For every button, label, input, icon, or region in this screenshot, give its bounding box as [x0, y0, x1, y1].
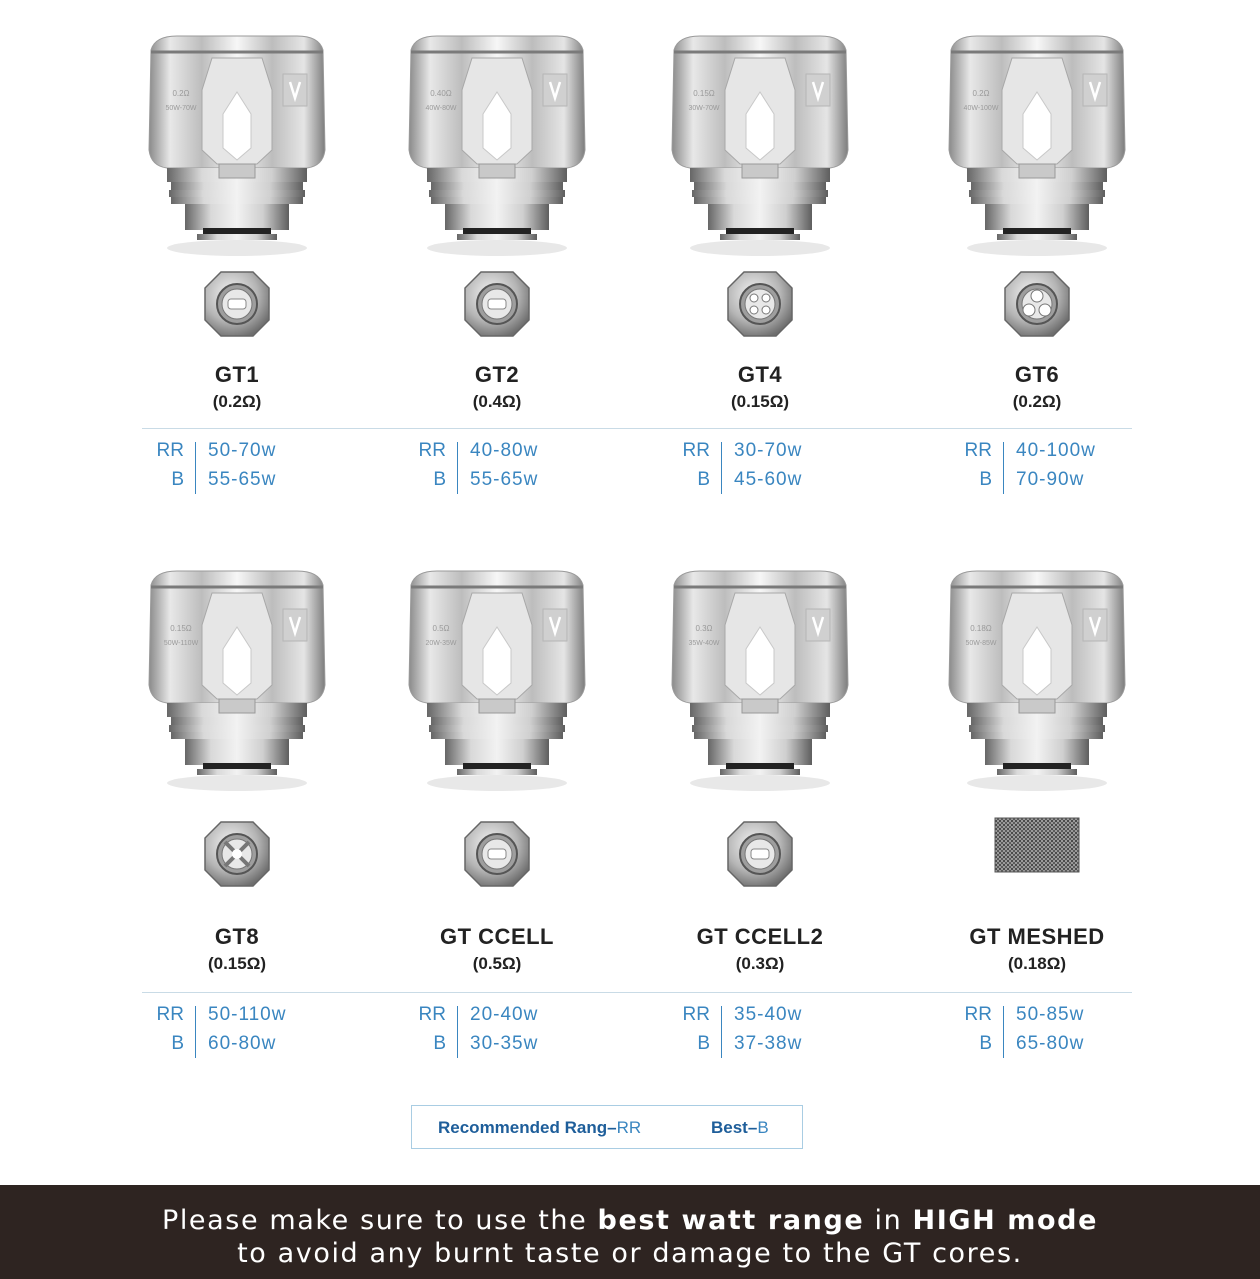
rr-value: 40-80w [470, 440, 539, 461]
b-value: 37-38w [734, 1033, 803, 1054]
coil-watt-range [150, 440, 350, 500]
range-separator [1003, 1006, 1004, 1058]
coil-image [907, 30, 1167, 260]
rr-label: RR [964, 1004, 992, 1025]
coil-resistance: (0.5Ω) [472, 954, 522, 973]
coil-etched-ohm: 0.3Ω [695, 624, 713, 633]
legend-recommended [438, 1118, 641, 1138]
coil-image [107, 30, 367, 260]
rr-value: 40-100w [1016, 440, 1096, 461]
rr-label: RR [964, 440, 992, 461]
coil-resistance: (0.2Ω) [1012, 392, 1062, 411]
coil-top-view [367, 812, 627, 902]
b-label: B [697, 469, 710, 490]
b-value: 55-65w [470, 469, 539, 490]
legend-best [711, 1118, 769, 1138]
coil-name: GT CCELL2 [696, 924, 824, 949]
b-value: 60-80w [208, 1033, 277, 1054]
coil-watt-range [676, 440, 876, 500]
rr-label: RR [156, 1004, 184, 1025]
coil-etched-ohm: 0.2Ω [172, 89, 190, 98]
rr-value: 35-40w [734, 1004, 803, 1025]
rr-label: RR [418, 440, 446, 461]
coil-resistance: (0.15Ω) [207, 954, 267, 973]
b-label: B [979, 469, 992, 490]
coil-top-view [907, 812, 1167, 902]
coil-watt-range [150, 1004, 350, 1064]
coil-resistance: (0.15Ω) [730, 392, 790, 411]
row-1-divider [142, 428, 1132, 429]
b-label: B [697, 1033, 710, 1054]
rr-label: RR [682, 440, 710, 461]
footer-text: Please make sure to use the [161, 1205, 598, 1236]
coil-name: GT MESHED [969, 924, 1105, 949]
coil-watt-range [958, 440, 1158, 500]
range-separator [195, 1006, 196, 1058]
coil-etched-watt: 50W-85W [965, 640, 997, 647]
coil-resistance: (0.18Ω) [1007, 954, 1067, 973]
coil-watt-range [412, 1004, 612, 1064]
range-separator [457, 442, 458, 494]
coil-watt-range [412, 440, 612, 500]
coil-top-view [907, 262, 1167, 352]
b-label: B [433, 469, 446, 490]
rr-value: 50-85w [1016, 1004, 1085, 1025]
b-label: B [171, 1033, 184, 1054]
b-label: B [171, 469, 184, 490]
coil-etched-watt: 30W-70W [688, 105, 720, 112]
footer-emphasis: HIGH mode [912, 1205, 1099, 1236]
coil-resistance: (0.2Ω) [212, 392, 262, 411]
coil-etched-watt: 50W-70W [165, 105, 197, 112]
range-separator [721, 442, 722, 494]
coil-image [630, 565, 890, 795]
coil-etched-watt: 50W-110W [163, 640, 199, 647]
rr-label: RR [682, 1004, 710, 1025]
rr-value: 30-70w [734, 440, 803, 461]
b-value: 65-80w [1016, 1033, 1085, 1054]
range-separator [195, 442, 196, 494]
coil-name: GT2 [474, 362, 520, 387]
coil-image [630, 30, 890, 260]
legend-recommended-abbr: RR [616, 1118, 642, 1137]
coil-etched-watt: 40W-80W [425, 105, 457, 112]
coil-etched-watt: 40W-100W [963, 105, 999, 112]
legend-dash: – [747, 1118, 758, 1137]
coil-etched-watt: 35W-40W [688, 640, 720, 647]
b-value: 45-60w [734, 469, 803, 490]
range-separator [1003, 442, 1004, 494]
rr-value: 50-70w [208, 440, 277, 461]
coil-image [107, 565, 367, 795]
b-label: B [979, 1033, 992, 1054]
b-label: B [433, 1033, 446, 1054]
coil-image [367, 565, 627, 795]
legend-best-label: Best [711, 1118, 748, 1137]
coil-etched-watt: 20W-35W [425, 640, 457, 647]
coil-name: GT1 [214, 362, 260, 387]
legend-dash: – [607, 1118, 617, 1137]
coil-top-view [630, 812, 890, 902]
b-value: 30-35w [470, 1033, 539, 1054]
coil-name: GT CCELL [440, 924, 554, 949]
rr-value: 20-40w [470, 1004, 539, 1025]
coil-top-view [367, 262, 627, 352]
coil-image [367, 30, 627, 260]
coil-etched-ohm: 0.15Ω [693, 89, 715, 98]
row-2-divider [142, 992, 1132, 993]
legend-best-abbr: B [757, 1118, 769, 1137]
rr-label: RR [418, 1004, 446, 1025]
rr-label: RR [156, 440, 184, 461]
coil-resistance: (0.3Ω) [735, 954, 785, 973]
coil-etched-ohm: 0.18Ω [970, 624, 992, 633]
legend-box [411, 1105, 803, 1149]
range-separator [457, 1006, 458, 1058]
legend-recommended-label: Recommended Rang [438, 1118, 608, 1137]
coil-etched-ohm: 0.40Ω [430, 89, 452, 98]
coil-etched-ohm: 0.2Ω [972, 89, 990, 98]
coil-name: GT4 [737, 362, 783, 387]
coil-watt-range [958, 1004, 1158, 1064]
footer-text: in [864, 1205, 913, 1236]
coil-top-view [107, 812, 367, 902]
footer-line-2: to avoid any burnt taste or damage to the GT cores. [237, 1238, 1023, 1269]
coil-name: GT6 [1014, 362, 1060, 387]
footer-line-1 [0, 1205, 1260, 1236]
coil-top-view [107, 262, 367, 352]
footer-emphasis: best watt range [597, 1205, 865, 1236]
coil-resistance: (0.4Ω) [472, 392, 522, 411]
range-separator [721, 1006, 722, 1058]
coil-watt-range [676, 1004, 876, 1064]
coil-etched-ohm: 0.15Ω [170, 624, 192, 633]
b-value: 55-65w [208, 469, 277, 490]
coil-name: GT8 [214, 924, 260, 949]
coil-top-view [630, 262, 890, 352]
footer-banner [0, 1185, 1260, 1279]
b-value: 70-90w [1016, 469, 1085, 490]
rr-value: 50-110w [208, 1004, 287, 1025]
coil-etched-ohm: 0.5Ω [432, 624, 450, 633]
coil-image [907, 565, 1167, 795]
